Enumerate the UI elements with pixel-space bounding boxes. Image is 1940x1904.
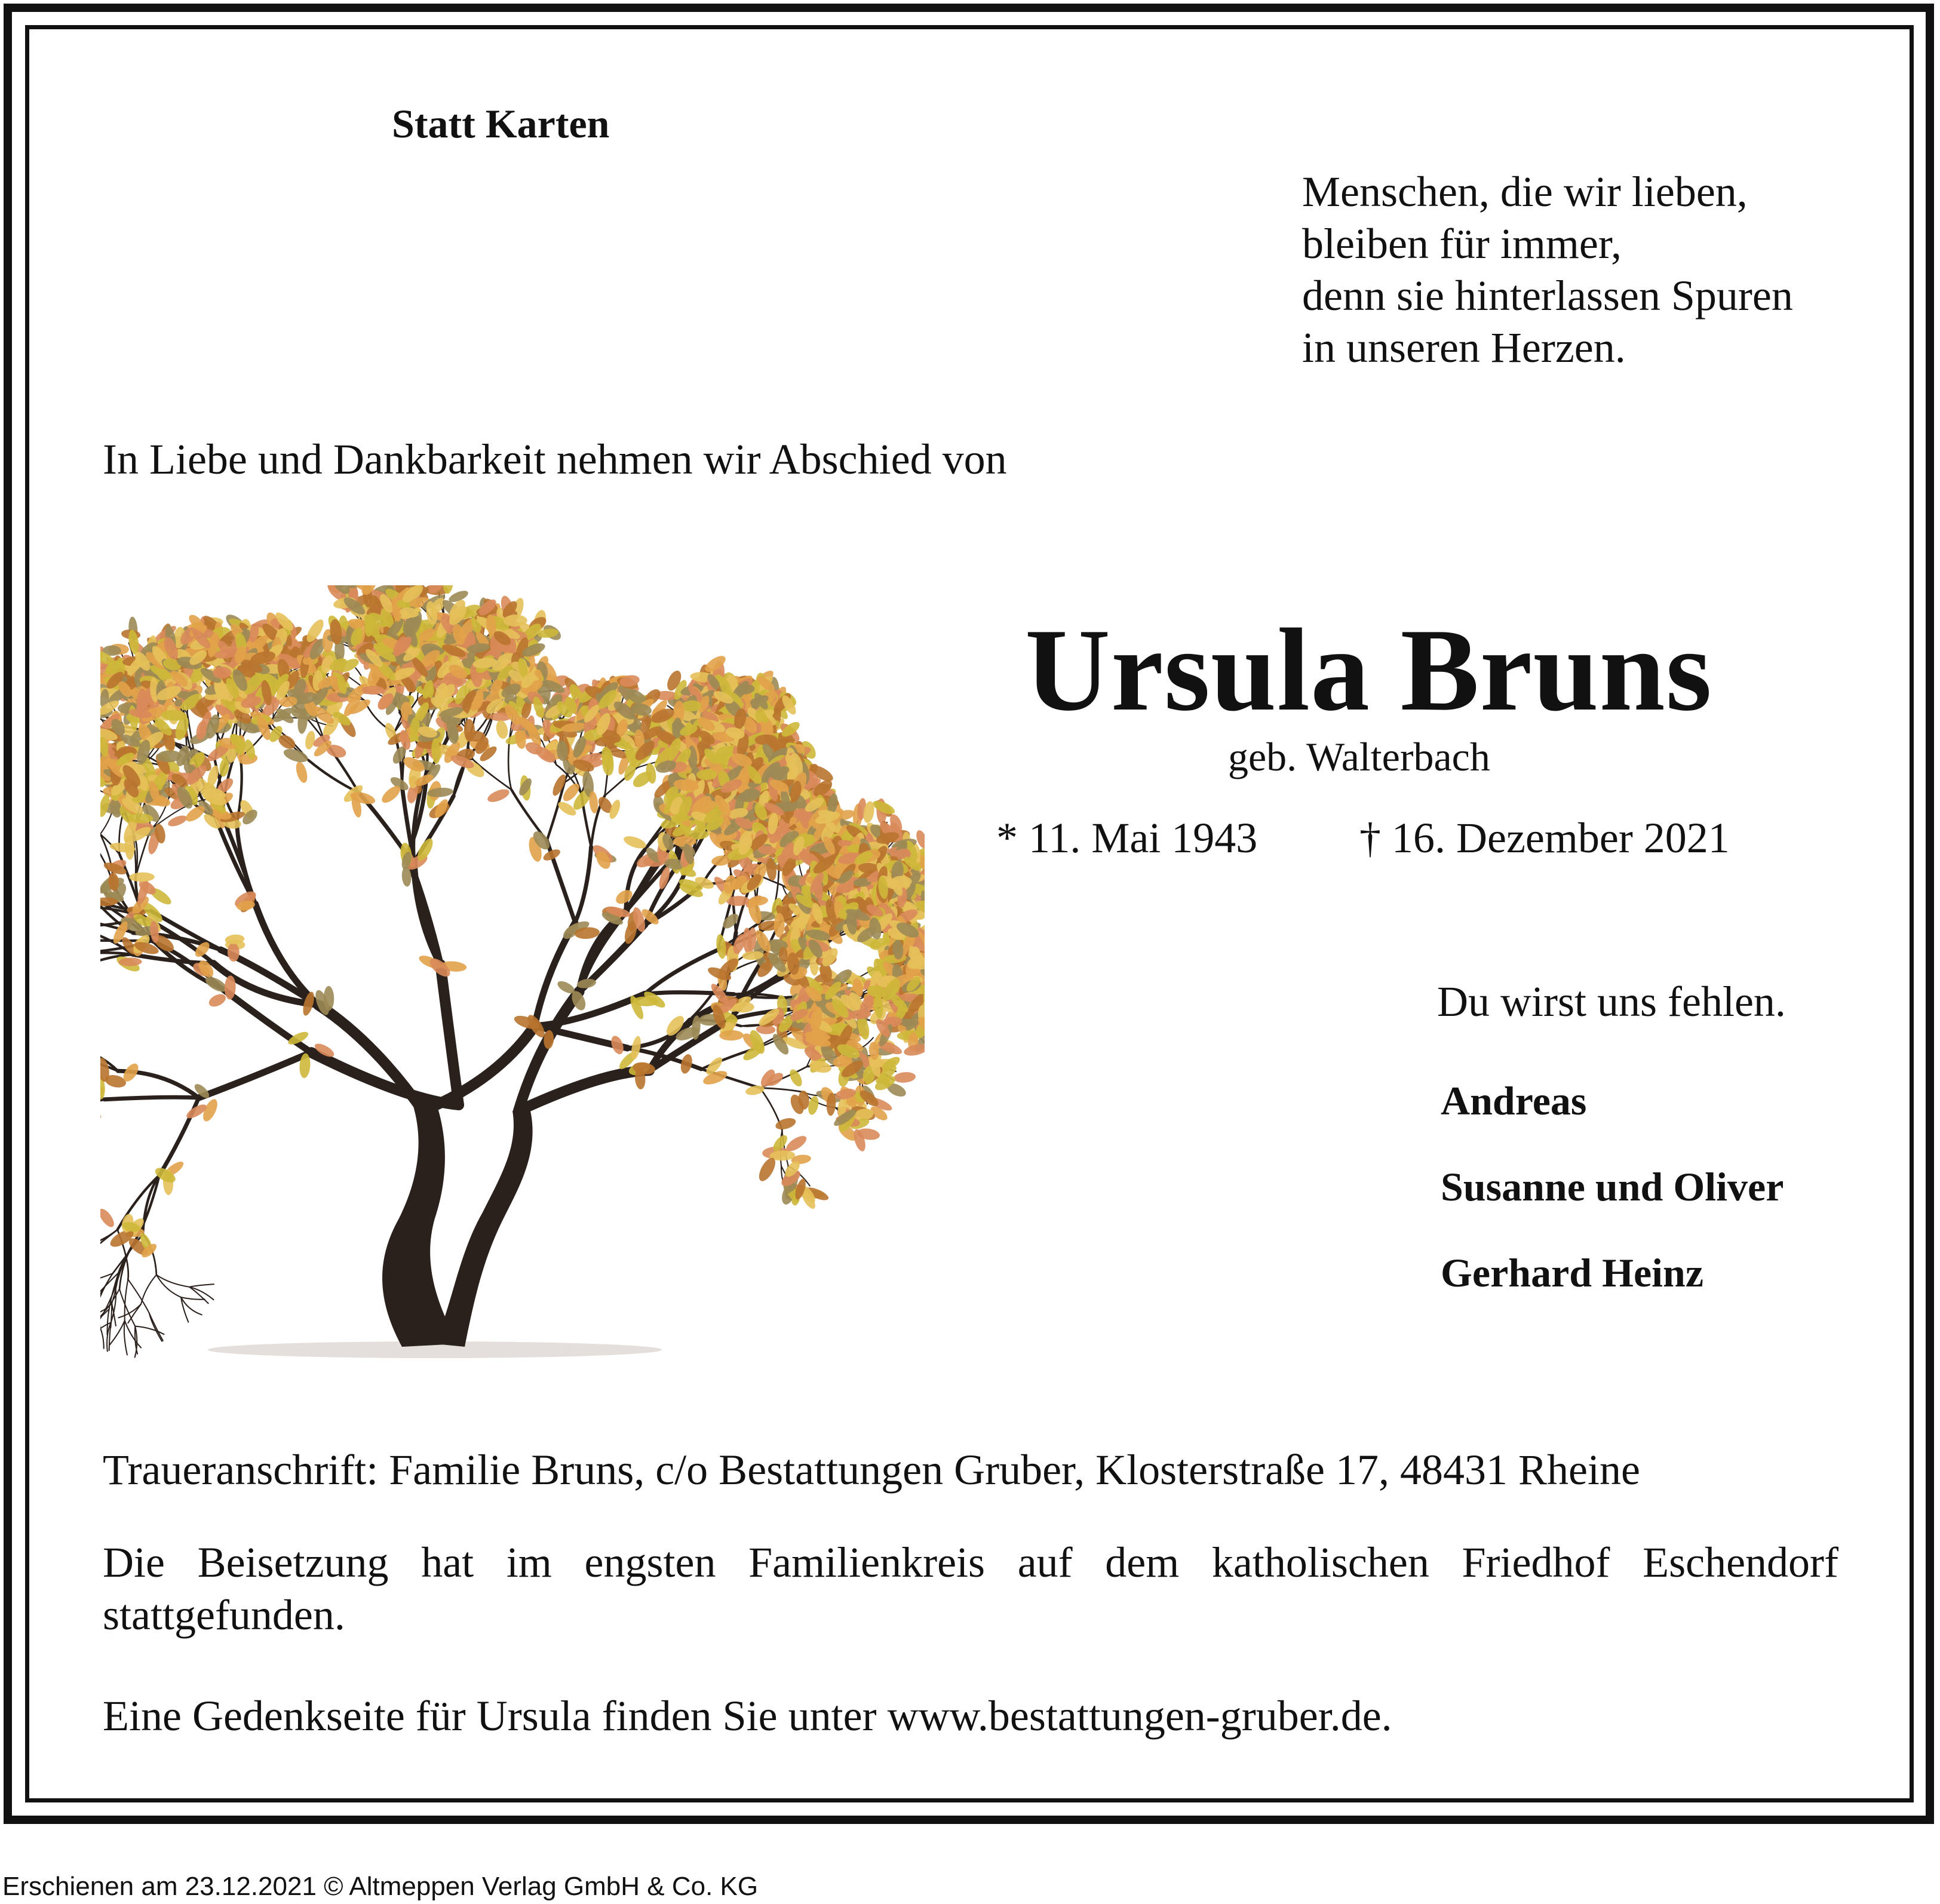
- tree-branch: [119, 1289, 135, 1326]
- tree-branch: [141, 1275, 156, 1304]
- tree-branch: [100, 1100, 105, 1122]
- tree-branch: [575, 847, 591, 923]
- autumn-tree-image: [100, 585, 925, 1380]
- tree-branch: [100, 953, 133, 955]
- statt-karten-heading: Statt Karten: [392, 101, 610, 146]
- tree-branch: [407, 855, 440, 965]
- tree-leaf: [486, 787, 511, 804]
- tree-branch: [644, 950, 718, 994]
- tree-branch: [105, 1097, 199, 1100]
- tree-branch: [189, 1287, 208, 1303]
- tree-branch: [100, 1320, 104, 1349]
- tree-branch: [199, 1052, 311, 1098]
- tree-branch: [189, 1287, 213, 1300]
- tree-branch: [181, 1297, 205, 1300]
- poem-line: Menschen, die wir lieben,: [1302, 168, 1748, 216]
- tree-branch: [110, 1320, 125, 1344]
- poem-line: in unseren Herzen.: [1302, 324, 1626, 371]
- tree-branch: [100, 1289, 119, 1320]
- poem-line: denn sie hinterlassen Spuren: [1302, 272, 1793, 320]
- tree-branch: [125, 1320, 141, 1347]
- tree-branch: [440, 965, 459, 1105]
- tree-branch: [308, 760, 358, 793]
- tree-branch: [100, 1273, 113, 1283]
- poem: [1302, 166, 1793, 374]
- tree-branch: [156, 1275, 189, 1287]
- tree-branch: [135, 1326, 164, 1335]
- intro-text: In Liebe und Dankbarkeit nehmen wir Abschied von: [103, 435, 1007, 483]
- tree-branch: [149, 1313, 163, 1341]
- tree-branch: [518, 1070, 649, 1111]
- tree-leaf: [294, 760, 309, 784]
- poem-line: bleiben für immer,: [1302, 220, 1622, 268]
- tree-branch: [181, 1297, 188, 1322]
- tree-branch: [760, 1088, 803, 1092]
- tree-branch: [128, 1304, 141, 1323]
- tree-branch: [508, 740, 511, 790]
- tree-branch: [189, 1284, 214, 1287]
- tree-leaf: [304, 730, 317, 750]
- tree-branch: [156, 1275, 181, 1297]
- tree-leaf: [894, 1071, 916, 1084]
- tree-leaf: [495, 719, 509, 740]
- tree-branch: [535, 994, 644, 1025]
